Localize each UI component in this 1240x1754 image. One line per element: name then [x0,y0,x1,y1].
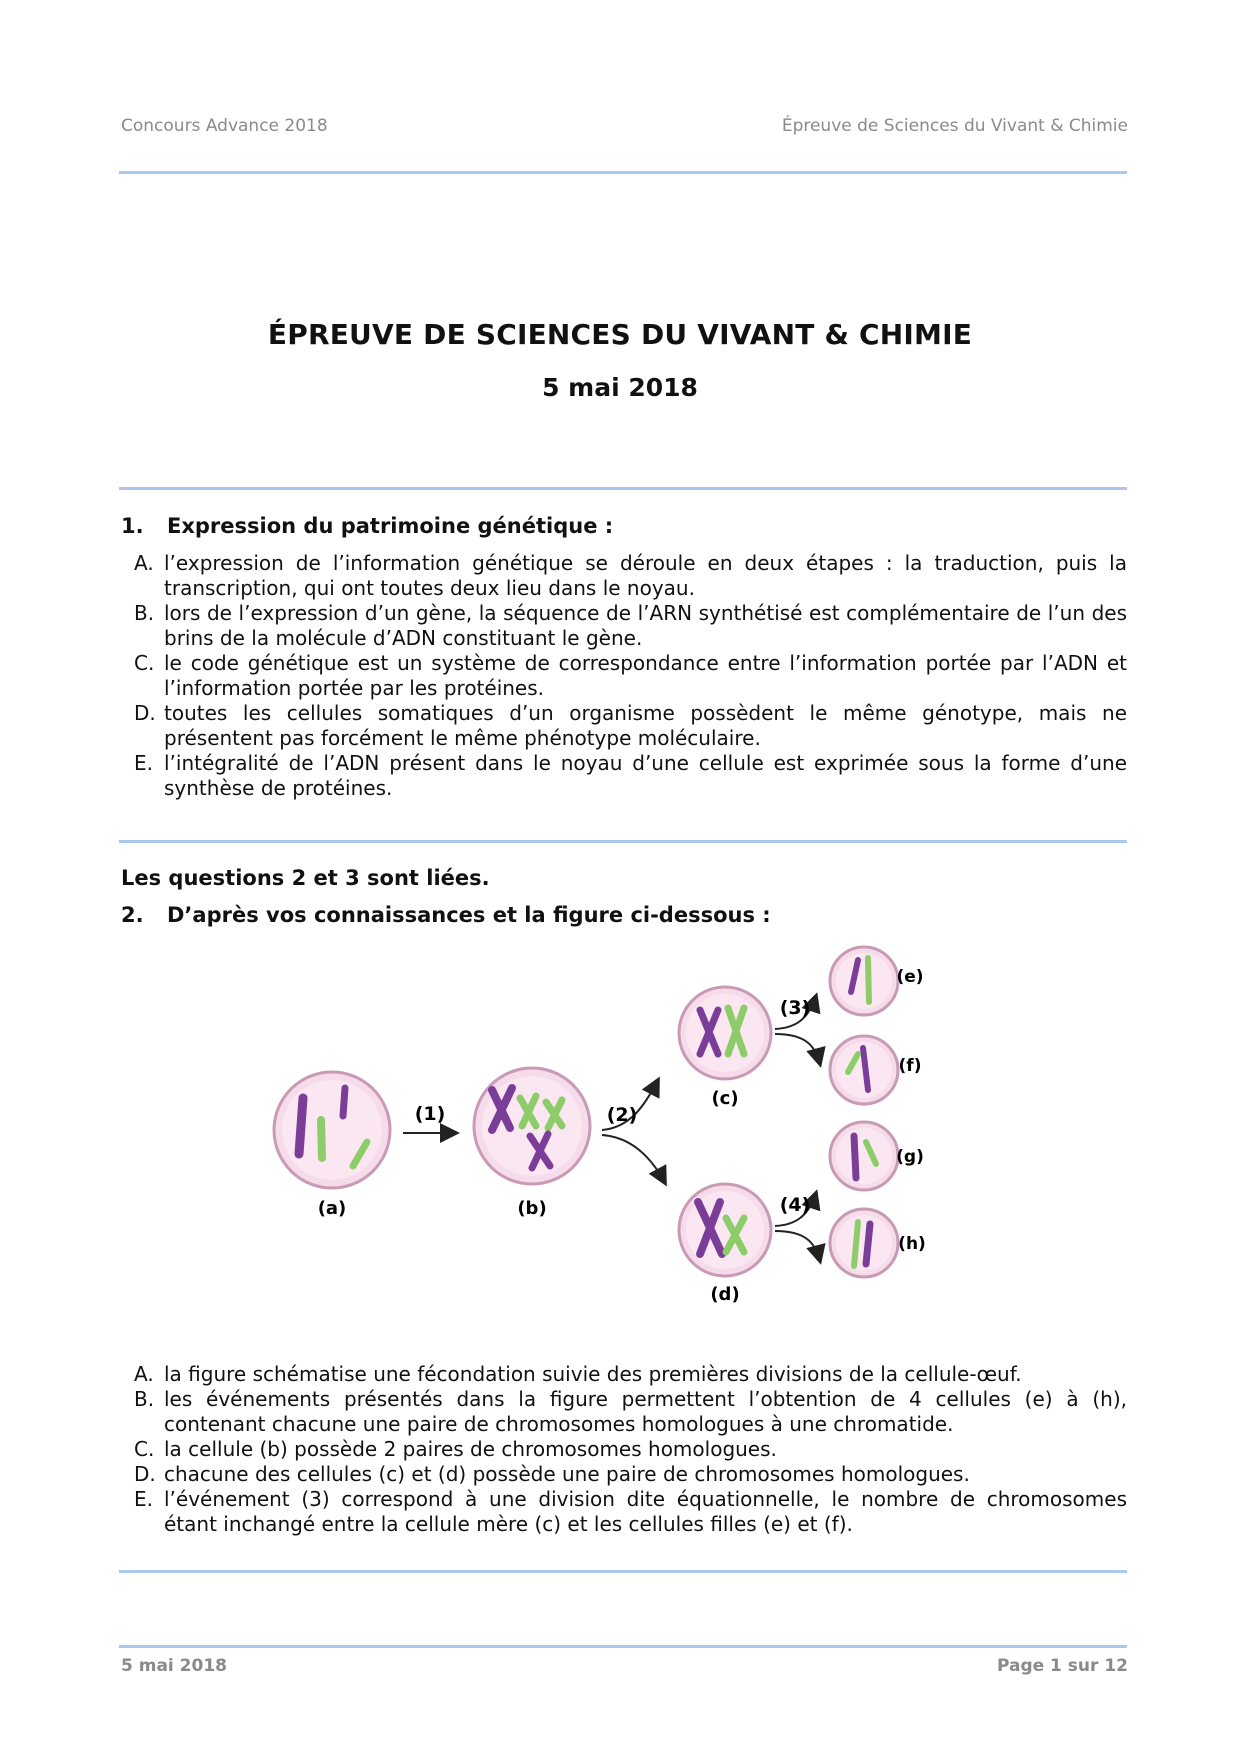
q2-option-b [121,1387,1127,1437]
cell-label-b: (b) [517,1198,547,1219]
q2-heading [121,903,771,927]
step-label-3: (3) [779,997,811,1019]
cell-division-figure [260,930,1000,1315]
header-right: Épreuve de Sciences du Vivant & Chimie [781,116,1128,136]
option-letter: D. [134,701,156,725]
option-text: le code génétique est un système de correspondance entre l’information portée par l’ADN et l’information portée par les protéines. [164,651,1127,700]
option-letter: B. [134,601,155,625]
option-text: l’expression de l’information génétique se déroule en deux étapes : la traduction, puis la transcription, qui ont toutes deux lieu dans le noyau. [164,551,1127,600]
cell-a [274,1072,390,1188]
cell-label-f: (f) [898,1056,922,1076]
option-text: les événements présentés dans la figure permettent l’obtention de 4 cellules (e) à (h), contenant chacune une paire de chromosomes homologues à une chromatide. [164,1387,1127,1436]
footer-rule [119,1645,1127,1648]
q1-number: 1. [121,514,144,538]
cell-label-e: (e) [896,967,924,987]
option-letter: E. [134,751,153,775]
q2-option-a [121,1362,1127,1387]
cell-label-g: (g) [896,1147,924,1167]
page-date: 5 mai 2018 [542,373,698,402]
q2-option-e [121,1487,1127,1537]
option-letter: E. [134,1487,153,1511]
q2-number: 2. [121,903,144,927]
option-letter: A. [134,1362,154,1386]
option-letter: B. [134,1387,155,1411]
cell-f [830,1036,898,1104]
footer-left: 5 mai 2018 [121,1656,227,1676]
cell-h [830,1209,898,1277]
cell-label-a: (a) [317,1198,347,1219]
linked-questions-note: Les questions 2 et 3 sont liées. [121,866,490,890]
arrow-step-2-down [602,1135,665,1183]
q1-heading [121,514,613,538]
footer-right: Page 1 sur 12 [996,1656,1128,1676]
q1-option-e [121,751,1127,801]
q1-title: Expression du patrimoine génétique : [167,514,614,538]
header-left: Concours Advance 2018 [121,116,328,136]
cell-label-h: (h) [898,1234,926,1254]
option-letter: C. [134,651,155,675]
section-rule [119,840,1127,843]
cell-b [474,1068,590,1184]
option-text: chacune des cellules (c) et (d) possède une paire de chromosomes homologues. [164,1462,970,1486]
cell-g [830,1122,898,1190]
option-text: lors de l’expression d’un gène, la séquence de l’ARN synthétisé est complémentaire de l’un des brins de la molécule d’ADN constituant le gène. [164,601,1127,650]
q1-option-d [121,701,1127,751]
option-text: l’intégralité de l’ADN présent dans le noyau d’une cellule est exprimée sous la forme d’une synthèse de protéines. [164,751,1127,800]
step-label-4: (4) [779,1194,811,1216]
arrow-step-3-down [775,1034,820,1064]
q1-option-a [121,551,1127,601]
option-letter: C. [134,1437,155,1461]
section-rule [119,487,1127,490]
cell-e [830,947,898,1015]
q2-option-c [121,1437,1127,1462]
option-letter: A. [134,551,154,575]
option-text: l’événement (3) correspond à une division dite équationnelle, le nombre de chromosomes étant inchangé entre la cellule mère (c) et les cellules filles (e) et (f). [164,1487,1127,1536]
q1-option-c [121,651,1127,701]
step-label-1: (1) [414,1103,446,1125]
q1-option-b [121,601,1127,651]
q1-options [121,551,1127,801]
option-letter: D. [134,1462,156,1486]
step-label-2: (2) [606,1104,638,1126]
header-rule [119,171,1127,174]
option-text: la figure schématise une fécondation suivie des premières divisions de la cellule-œuf. [164,1362,1022,1386]
q2-options [121,1362,1127,1537]
arrow-step-4-down [775,1231,820,1261]
cell-d [679,1184,771,1276]
option-text: la cellule (b) possède 2 paires de chromosomes homologues. [164,1437,777,1461]
cell-label-c: (c) [711,1088,739,1109]
option-text: toutes les cellules somatiques d’un organisme possèdent le même génotype, mais ne présentent pas forcément le même phénotype moléculaire. [164,701,1127,750]
q2-title: D’après vos connaissances et la figure ci-dessous : [167,903,771,927]
q2-option-d [121,1462,1127,1487]
section-rule [119,1570,1127,1573]
cell-c [679,987,771,1079]
page-title: ÉPREUVE DE SCIENCES DU VIVANT & CHIMIE [267,318,973,351]
cell-label-d: (d) [710,1284,740,1305]
